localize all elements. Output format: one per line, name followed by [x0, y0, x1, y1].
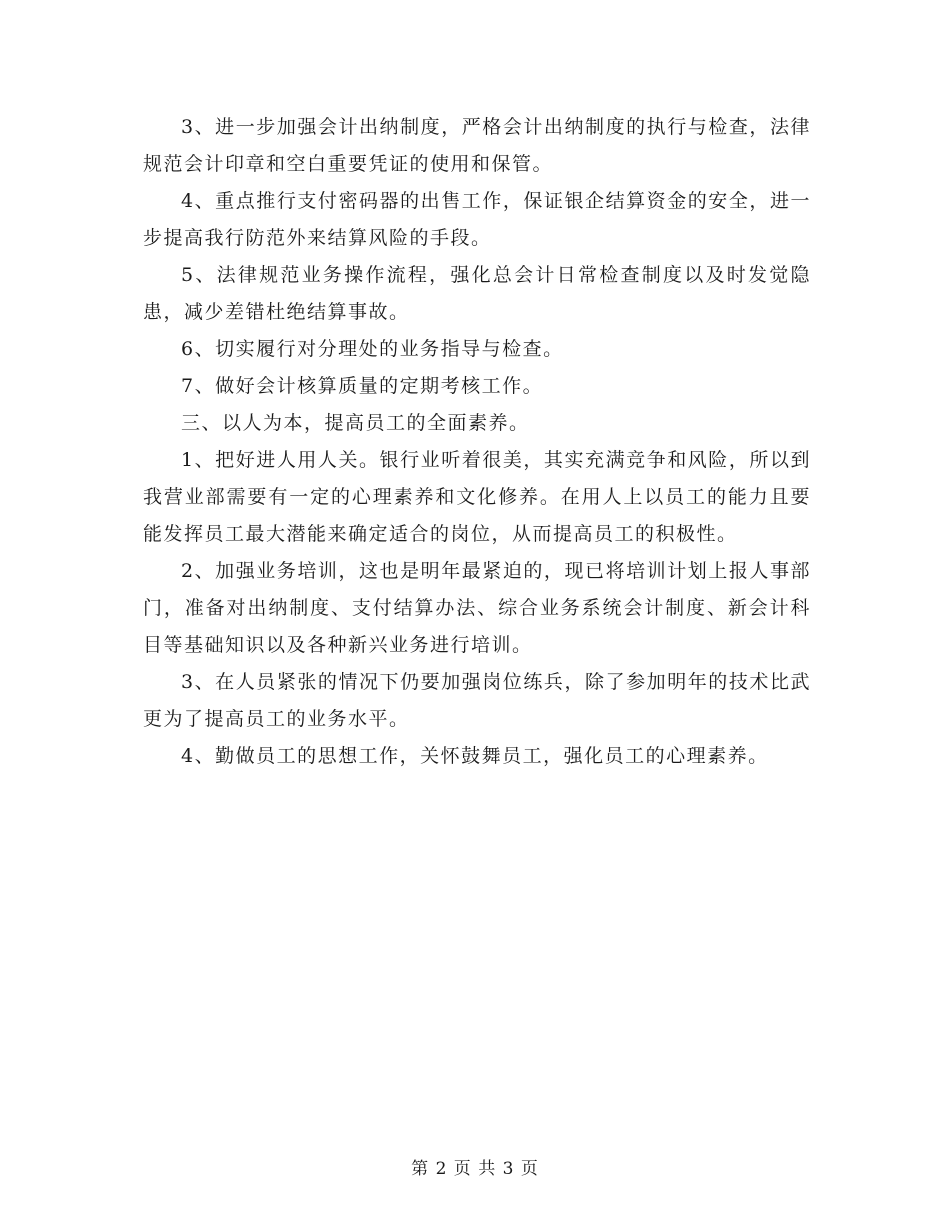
document-body [143, 109, 811, 775]
paragraph-quality-assessment: 7、做好会计核算质量的定期考核工作。 [181, 375, 544, 397]
paragraph-branch-guidance: 6、切实履行对分理处的业务指导与检查。 [181, 338, 564, 360]
paragraph-operation-process: 5、法律规范业务操作流程，强化总会计日常检查制度以及时发觉隐患，减少差错杜绝结算事故。 [143, 264, 811, 323]
paragraph-job-practice: 3、在人员紧张的情况下仍要加强岗位练兵，除了参加明年的技术比武更为了提高员工的业务水平。 [143, 671, 811, 730]
paragraph-business-training: 2、加强业务培训，这也是明年最紧迫的，现已将培训计划上报人事部门，准备对出纳制度、支付结算办法、综合业务系统会计制度、新会计科目等基础知识以及各种新兴业务进行培训。 [143, 560, 811, 656]
page-number-footer: 第 2 页 共 3 页 [411, 1159, 539, 1179]
paragraph-accounting-cashier-system: 3、进一步加强会计出纳制度，严格会计出纳制度的执行与检查，法律规范会计印章和空白重要凭证的使用和保管。 [143, 116, 811, 175]
paragraph-payment-password-device: 4、重点推行支付密码器的出售工作，保证银企结算资金的安全，进一步提高我行防范外来结算风险的手段。 [143, 190, 811, 249]
paragraph-ideological-work: 4、勤做员工的思想工作，关怀鼓舞员工，强化员工的心理素养。 [181, 745, 769, 767]
section-heading-people-oriented: 三、以人为本，提高员工的全面素养。 [181, 412, 530, 434]
paragraph-hiring: 1、把好进人用人关。银行业听着很美，其实充满竞争和风险，所以到我营业部需要有一定的心理素养和文化修养。在用人上以员工的能力且要能发挥员工最大潜能来确定适合的岗位，从而提高员工的积极性。 [143, 449, 811, 545]
